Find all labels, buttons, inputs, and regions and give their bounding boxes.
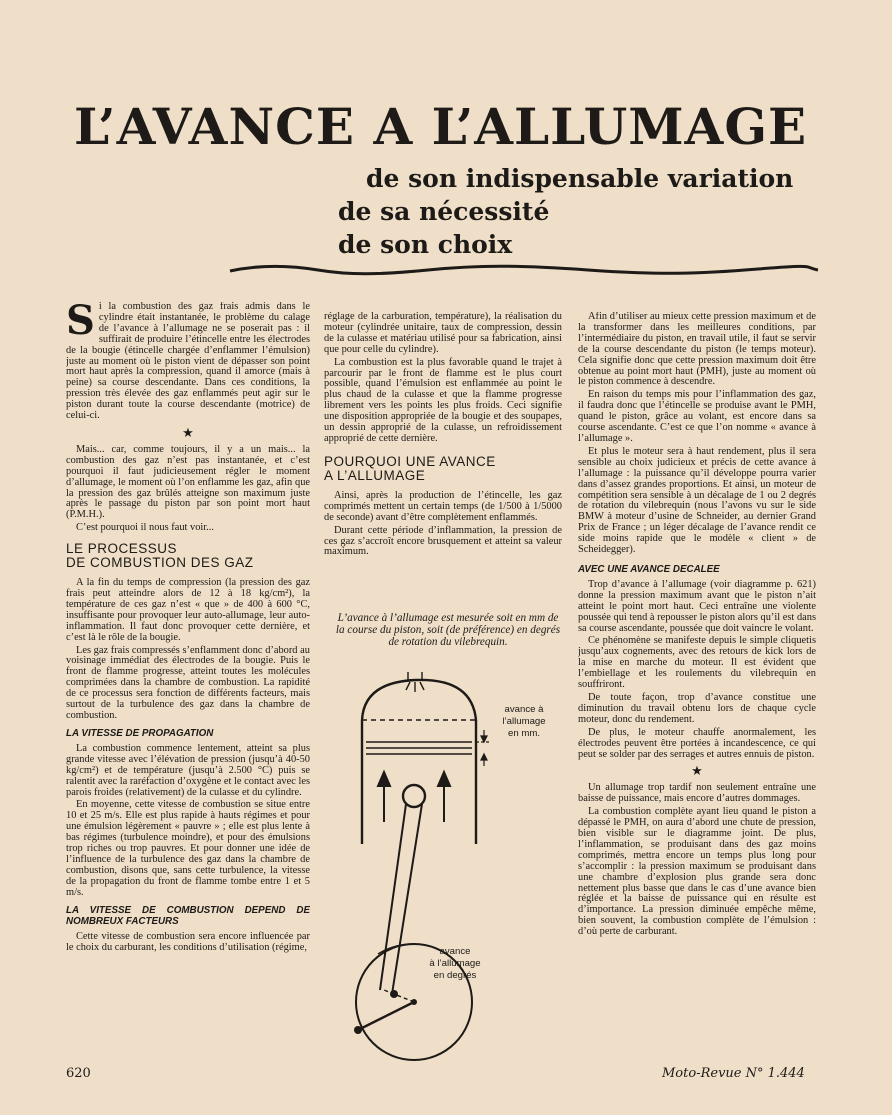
intro-paragraph: Si la combustion des gaz frais admis dans le cylindre était instantanée, le problème du calage de l’avance à l’allumage ne se poserait pas : il suffirait de produire l’étincelle entre les électrodes de la bougie (étincelle chargée d’enflammer l’émulsion) juste au moment où le piston vient de dépasser son point mort haut après la compression, quand il amorce (mais à peine) sa course descendante. Dans ces conditions, la pression très élevée des gaz enflammés peut agir sur le piston durant toute la course descendante (motrice) de celui-ci.: [66, 302, 310, 422]
column-3: [578, 312, 816, 1064]
paragraph: Ce phénomène se manifeste depuis le simple cliquetis jusqu’aux cognements, avec des retours de kick lors de la mise en marche du moteur. Il est évident que l’embiellage et les roulements du vilebrequin en souffriront.: [578, 635, 816, 691]
label-avance-degres: avance à l’allumage en degrés: [429, 946, 481, 981]
subheading-depend: LA VITESSE DE COMBUSTION DEPEND DE NOMBREUX FACTEURS: [66, 904, 310, 927]
drop-cap: S: [66, 302, 95, 344]
magazine-issue: Moto-Revue N° 1.444: [662, 1066, 805, 1081]
subheading-decalee: AVEC UNE AVANCE DECALEE: [578, 563, 720, 575]
star-separator: ★: [182, 424, 194, 440]
page-number: 620: [66, 1066, 91, 1081]
paragraph: Afin d’utiliser au mieux cette pression maximum et de la transformer dans les meilleures conditions, par l’intermédiaire du piston, en travail utile, il faut se servir de la course descendante du piston (le temps moteur). Cela signifie donc que cette pression maximum doit être obtenue au point mort haut (PMH), juste au moment où le piston commence à descendre.: [578, 312, 816, 388]
paragraph: En moyenne, cette vitesse de combustion se situe entre 10 et 25 m/s. Elle est plus rapide à hauts régimes et pour une émulsion légèrement « pauvre » ; elle est plus lente à bas régimes (turbulence moindre), et pour des émulsions trop riches ou trop pauvres. Et pour donner une idée de l’influence de la turbulence des gaz dans la chambre de combustion, disons que, sans cette turbulence, la vitesse de la propagation du front de flamme tombe entre 1 et 5 m/s.: [66, 799, 310, 898]
paragraph: Ainsi, après la production de l’étincelle, les gaz comprimés mettent un certain temps (de 1/500 à 1/5000 de seconde) avant d’être complètement enflammés.: [324, 489, 562, 523]
article-title: L’AVANCE A L’ALLUMAGE: [74, 97, 808, 156]
paragraph: A la fin du temps de compression (la pression des gaz frais peut atteindre alors de 12 à 18 kg/cm²), la température de ces gaz n’est « que » de 400 à 600 °C, insuffisante pour provoquer leur auto-allumage, leur auto-inflammation. Il faut donc provoquer cette dernière, et c’est là le rôle de la bougie.: [66, 577, 310, 643]
star-separator: ★: [691, 763, 703, 779]
paragraph: Durant cette période d’inflammation, la pression de ces gaz s’accroît encore brusquement et atteint sa valeur maximum.: [324, 524, 562, 558]
paragraph: Et plus le moteur sera à haut rendement, plus il sera sensible au choix judicieux et précis de cette avance à l’allumage : la puissance qu’il développe pourra varier dans d’assez grandes proportions. Et ainsi, un moteur de compétition sera sensible à un décalage de 1 ou 2 degrés de rotation du vilebrequin (nous l’avons vu sur le side BMW à moteur d’usine de Schneider, au dernier Grand Prix de France ; un léger décalage de l’avance rendit ce side moins rapide que le modèle « client » de Scheidegger).: [578, 445, 816, 556]
column-1: [66, 302, 310, 1062]
section-heading-processus: LE PROCESSUS DE COMBUSTION DES GAZ: [66, 541, 254, 571]
paragraph: réglage de la carburation, température), la réalisation du moteur (cylindrée unitaire, taux de compression, dessin de la culasse et matériau utilisé pour sa fabrication, ainsi que pour celle du cylindre).: [324, 312, 562, 355]
paragraph: C’est pourquoi il nous faut voir...: [76, 522, 214, 534]
paragraph: Cette vitesse de combustion sera encore influencée par le choix du carburant, les conditions d’utilisation (régime,: [66, 930, 310, 953]
column-2: [324, 312, 562, 602]
paragraph: La combustion est la plus favorable quand le trajet à parcourir par le front de flamme est le plus court possible, quand l’émulsion est enflammée au point le plus chaud de la culasse et que la flamme progresse librement vers les points les plus froids. Ceci signifie une disposition appropriée de la bougie et des soupapes, un dessin approprié de la culasse, un refroidissement approprié de cette dernière.: [324, 356, 562, 444]
section-heading-pourquoi: POURQUOI UNE AVANCE A L’ALLUMAGE: [324, 453, 496, 483]
paragraph: Un allumage trop tardif non seulement entraîne une baisse de puissance, mais encore d’autres dommages.: [578, 782, 816, 805]
paragraph: De plus, le moteur chauffe anormalement, les électrodes peuvent être portées à incandescence, ce qui peut se solder par des serrages et autres ennuis de piston.: [578, 726, 816, 760]
paragraph: La combustion complète ayant lieu quand le piston a dépassé le PMH, on aura d’abord une chute de pression, bien visible sur le diagramme joint. De plus, l’inflammation, se produisant dans des gaz moins comprimés, mettra encore un temps plus long pour s’accomplir : la pression maximum se produisant dans une chambre d’explosion plus grande sera donc nettement plus basse que dans le cas d’une avance bien réglée et la baisse de puissance qui en résulte est d’importance. La pression diminuée empêche même, bien souvent, la combustion complète de l’émulsion : d’où perte de carburant.: [578, 806, 816, 938]
paragraph: De toute façon, trop d’avance constitue une diminution du travail obtenu lors de chaque cycle moteur, donc du rendement.: [578, 692, 816, 725]
wavy-divider: [228, 262, 820, 278]
subtitle-line-3: de son choix: [338, 230, 513, 259]
paragraph: En raison du temps mis pour l’inflammation des gaz, il faudra donc que l’étincelle se produise avant le PMH, quand le piston, grâce au volant, est encore dans sa course ascendante. C’est ce que l’on nomme « avance à l’allumage ».: [578, 389, 816, 444]
paragraph: Mais... car, comme toujours, il y a un mais... la combustion des gaz n’est pas instantanée, et c’est pourquoi il faut judicieusement régler le moment d’allumage, le moment où l’on enflamme les gaz, afin que la pression des gaz brûlés atteigne son maximum juste après le passage du piston par son point mort haut (P.M.H.).: [66, 443, 310, 521]
label-avance-mm: avance à l’allumage en mm.: [502, 704, 546, 739]
paragraph: La combustion commence lentement, atteint sa plus grande vitesse avec l’élévation de pression (jusqu’à 40-50 kg/cm²) et de température (jusqu’à 2.500 °C) puis se ralentit avec la raréfaction d’oxygène et le contact avec les parois froides (relativement) de la culasse et du cylindre.: [66, 742, 310, 798]
paragraph: Trop d’avance à l’allumage (voir diagramme p. 621) donne la pression maximum avant que le piston n’ait atteint le point mort haut. Ceci entraîne une violente poussée qui tend à repousser le piston alors qu’il est dans sa course ascendante, poussée que doit vaincre le volant.: [578, 578, 816, 634]
subheading-vitesse: LA VITESSE DE PROPAGATION: [66, 727, 214, 739]
subtitle-line-2: de sa nécessité: [338, 197, 550, 226]
subtitle-line-1: de son indispensable variation: [366, 164, 794, 193]
paragraph: Les gaz frais compressés s’enflamment donc d’abord au voisinage immédiat des électrodes de la bougie. Puis le front de flamme progresse, atteint toutes les molécules comprimées dans la chambre de combustion. La rapidité de ce processus sera fonction de différents facteurs, mais surtout de la turbulence des gaz dans la chambre de combustion.: [66, 644, 310, 721]
figure-caption: L’avance à l’allumage est mesurée soit en mm de la course du piston, soit (de préférence) en degrés de rotation du vilebrequin.: [335, 612, 561, 648]
